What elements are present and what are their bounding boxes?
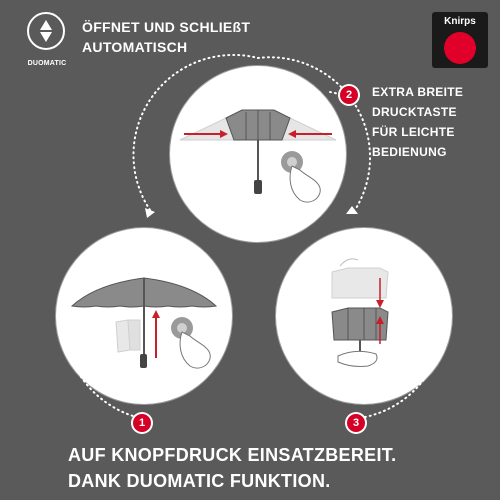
headline-line-2: AUTOMATISCH [82, 39, 188, 55]
brand-name: Knirps [444, 16, 476, 27]
step-1-illustration [56, 228, 232, 404]
step-3-badge: 3 [347, 414, 365, 432]
hand-press-icon [281, 151, 320, 202]
step-2-line-1: EXTRA BREITE [372, 85, 464, 99]
step-2-description [372, 82, 463, 162]
hand-press-icon [171, 317, 210, 368]
brand-dot-icon [444, 32, 476, 64]
step-2-line-2: DRUCKTASTE [372, 105, 457, 119]
step-2-line-4: BEDIENUNG [372, 145, 447, 159]
footer-line-2: DANK DUOMATIC FUNKTION. [68, 471, 331, 491]
footer-line-1: AUF KNOPFDRUCK EINSATZBEREIT. [68, 445, 397, 465]
step-1-badge: 1 [133, 414, 151, 432]
step-2-badge: 2 [340, 86, 358, 104]
headline-line-1: ÖFFNET UND SCHLIEßT [82, 19, 251, 35]
duomatic-label: DUOMATIC [27, 60, 67, 67]
duomatic-logo [22, 12, 70, 72]
step-2-line-3: FÜR LEICHTE [372, 125, 455, 139]
brand-logo [432, 12, 488, 68]
headline [82, 17, 250, 57]
footer-claim [68, 442, 396, 494]
upward-arrow-icon [152, 310, 160, 358]
step-2-illustration [170, 66, 346, 242]
step-3-illustration [276, 228, 452, 404]
duomatic-arrows-icon [27, 12, 65, 50]
